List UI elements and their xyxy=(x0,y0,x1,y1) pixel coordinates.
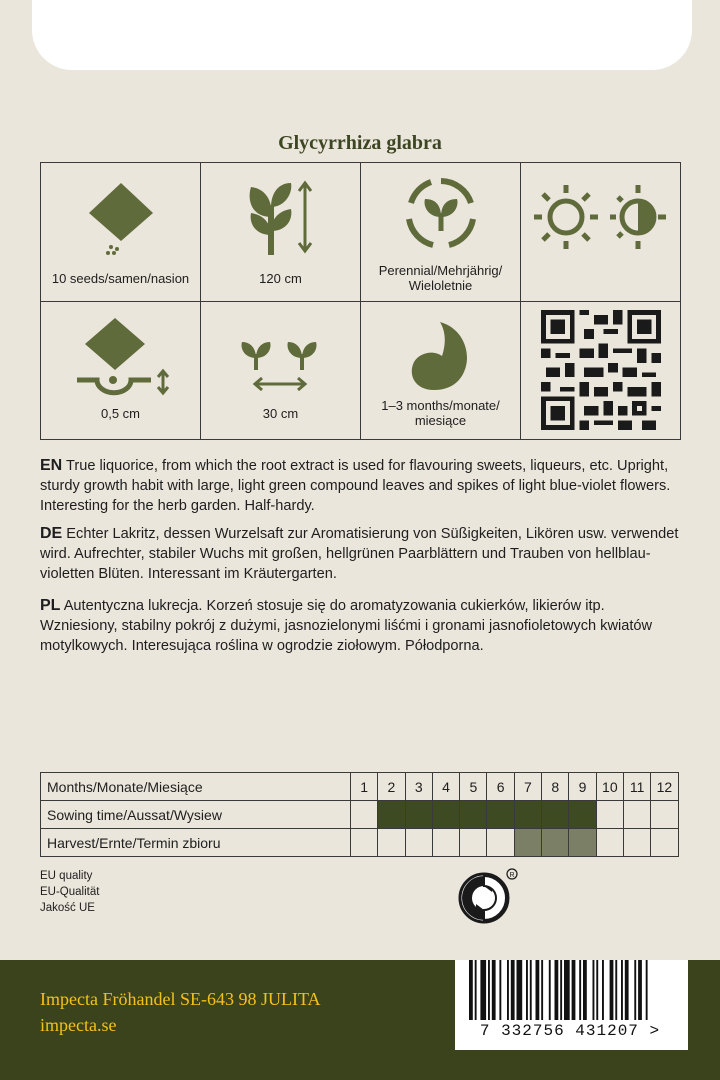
calendar-cell-sow-11 xyxy=(623,801,650,829)
barcode-bar xyxy=(480,960,486,1020)
barcode-bar xyxy=(511,960,515,1020)
barcode-bar xyxy=(602,960,604,1020)
barcode-bar xyxy=(621,960,623,1020)
page-title: Glycyrrhiza glabra xyxy=(278,132,442,154)
svg-text:R: R xyxy=(509,872,515,879)
height-label: 120 cm xyxy=(259,271,302,286)
calendar-cell-sow-8 xyxy=(542,801,569,829)
calendar-cell-sow-1 xyxy=(351,801,378,829)
barcode-bar xyxy=(555,960,559,1020)
calendar-cell-harv-8 xyxy=(542,829,569,857)
lang-code-de: DE xyxy=(40,525,63,542)
month-header-11: 11 xyxy=(623,773,650,801)
calendar-cell-harv-9 xyxy=(569,829,596,857)
sun-cell xyxy=(521,163,681,302)
germination-label: 1–3 months/monate/ miesiące xyxy=(381,397,500,428)
company-address: Impecta Fröhandel SE-643 98 JULITA xyxy=(40,989,321,1009)
barcode-bar xyxy=(475,960,477,1020)
month-header-2: 2 xyxy=(378,773,405,801)
lang-code-pl: PL xyxy=(40,597,61,614)
barcode-bar xyxy=(530,960,532,1020)
month-header-5: 5 xyxy=(460,773,487,801)
company-website[interactable]: impecta.se xyxy=(40,1015,117,1035)
description-en xyxy=(40,456,685,516)
barcode-bar xyxy=(469,960,473,1020)
barcode-bar xyxy=(492,960,496,1020)
calendar-cell-harv-2 xyxy=(378,829,405,857)
green-dot-recycling-icon xyxy=(456,866,526,926)
height-cell xyxy=(201,163,361,302)
lang-code-en: EN xyxy=(40,457,63,474)
barcode-bar xyxy=(593,960,595,1020)
calendar-header-label: Months/Monate/Miesiące xyxy=(41,773,351,801)
sun-and-half-sun-icon xyxy=(526,177,676,257)
depth-cell xyxy=(41,302,201,441)
spacing-label: 30 cm xyxy=(262,405,299,421)
barcode-bar xyxy=(646,960,648,1020)
qr-code-icon[interactable] xyxy=(541,310,661,430)
barcode-bar xyxy=(615,960,617,1020)
calendar-cell-harv-12 xyxy=(651,829,678,857)
barcode-bar xyxy=(610,960,614,1020)
plant-spacing-icon xyxy=(236,326,326,396)
calendar-cell-sow-4 xyxy=(432,801,459,829)
calendar-header-row xyxy=(41,773,679,801)
calendar-cell-sow-10 xyxy=(596,801,623,829)
footer-address-block xyxy=(40,986,321,1038)
seeds-label: 10 seeds/samen/nasion xyxy=(51,271,190,286)
calendar-cell-sow-2 xyxy=(378,801,405,829)
calendar-cell-harv-3 xyxy=(405,829,432,857)
barcode-bar xyxy=(560,960,562,1020)
month-header-9: 9 xyxy=(569,773,596,801)
month-header-4: 4 xyxy=(432,773,459,801)
calendar-cell-harv-6 xyxy=(487,829,514,857)
calendar-cell-harv-5 xyxy=(460,829,487,857)
seed-packet-icon xyxy=(81,177,161,257)
calendar-cell-harv-10 xyxy=(596,829,623,857)
barcode-bar xyxy=(526,960,528,1020)
barcode-bar xyxy=(488,960,490,1020)
calendar-cell-harv-4 xyxy=(432,829,459,857)
barcode-bar xyxy=(507,960,509,1020)
eu-quality-de: EU-Qualität xyxy=(40,886,100,898)
perennial-label: Perennial/Mehrjährig/ Wieloletnie xyxy=(378,263,503,293)
month-header-1: 1 xyxy=(351,773,378,801)
perennial-cycle-icon xyxy=(401,173,481,253)
barcode-bar xyxy=(541,960,543,1020)
calendar-cell-sow-9 xyxy=(569,801,596,829)
calendar-cell-sow-3 xyxy=(405,801,432,829)
calendar-cell-sow-7 xyxy=(514,801,541,829)
text-pl: Autentyczna lukrecja. Korzeń stosuje się do aromatyzowania cukierków, likierów itp. Wzniesiony, stabilny pokrój z dużymi, jasnozielonymi liśćmi i gronami jasnofioletowych kwiatów motylkowych. Interesująca roślina w ogrodzie ziołowym. Półodporna. xyxy=(40,598,653,654)
month-header-8: 8 xyxy=(542,773,569,801)
calendar-cell-harv-1 xyxy=(351,829,378,857)
calendar-row-label-harv: Harvest/Ernte/Termin zbioru xyxy=(41,829,351,857)
calendar-cell-sow-5 xyxy=(460,801,487,829)
calendar-row-sow xyxy=(41,801,679,829)
sowing-depth-icon xyxy=(71,312,171,402)
description-pl xyxy=(40,596,685,656)
calendar-row-harv xyxy=(41,829,679,857)
eu-quality-block xyxy=(40,868,99,916)
germination-cell xyxy=(361,302,521,441)
qr-cell xyxy=(521,302,681,441)
sowing-calendar xyxy=(40,772,679,857)
barcode-bar xyxy=(572,960,576,1020)
calendar-row-label-sow: Sowing time/Aussat/Wysiew xyxy=(41,801,351,829)
barcode-bars xyxy=(455,960,688,1022)
month-header-7: 7 xyxy=(514,773,541,801)
seeds-cell xyxy=(41,163,201,302)
icon-grid xyxy=(40,162,681,440)
barcode-bar xyxy=(499,960,501,1020)
month-header-6: 6 xyxy=(487,773,514,801)
spacing-cell xyxy=(201,302,361,441)
eu-quality-pl: Jakość UE xyxy=(40,902,95,914)
calendar-cell-sow-6 xyxy=(487,801,514,829)
calendar-cell-harv-11 xyxy=(623,829,650,857)
text-en: True liquorice, from which the root extract is used for flavouring sweets, liqueurs, etc. Upright, sturdy growth habit with large, light green compound leaves and spikes of light blue-violet flowers. Interesting for the herb garden. Half-hardy. xyxy=(40,458,671,514)
barcode-bar xyxy=(596,960,598,1020)
barcode-bar xyxy=(583,960,587,1020)
barcode-bar xyxy=(634,960,636,1020)
plant-height-icon xyxy=(241,177,321,257)
hanger-cutout xyxy=(32,0,692,70)
month-header-10: 10 xyxy=(596,773,623,801)
barcode-number: 7 332756 431207 > xyxy=(479,1022,661,1040)
eu-quality-en: EU quality xyxy=(40,870,93,882)
barcode-bar xyxy=(549,960,551,1020)
month-header-12: 12 xyxy=(651,773,678,801)
barcode-bar xyxy=(625,960,629,1020)
barcode-bar xyxy=(638,960,642,1020)
barcode-bar xyxy=(579,960,581,1020)
month-header-3: 3 xyxy=(405,773,432,801)
barcode-bar xyxy=(536,960,540,1020)
germination-icon xyxy=(406,314,476,394)
description-de xyxy=(40,524,685,584)
text-de: Echter Lakritz, dessen Wurzelsaft zur Aromatisierung von Süßigkeiten, Likören usw. verwendet wird. Aufrechter, stabiler Wuchs mit großen, hellgrünen Paarblättern und Trauben von hellblau-violetten Blüten. Interessant im Kräutergarten. xyxy=(40,526,679,582)
perennial-cell xyxy=(361,163,521,302)
calendar-cell-harv-7 xyxy=(514,829,541,857)
barcode-bar xyxy=(517,960,523,1020)
calendar-cell-sow-12 xyxy=(651,801,678,829)
barcode-bar xyxy=(564,960,570,1020)
depth-label: 0,5 cm xyxy=(100,405,140,421)
